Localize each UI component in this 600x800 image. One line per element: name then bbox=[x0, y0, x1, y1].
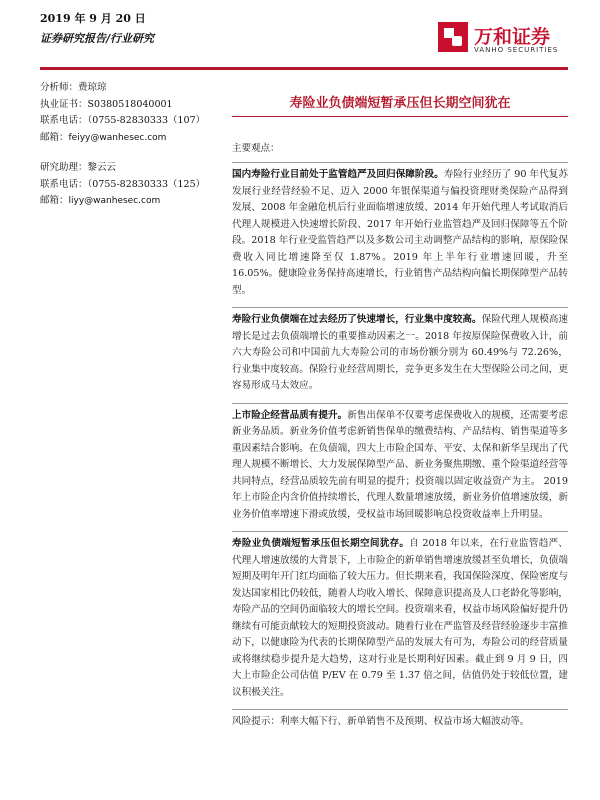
risk-warning: 风险提示：利率大幅下行、新单销售不及预期、权益市场大幅波动等。 bbox=[232, 716, 530, 727]
paragraph-2 bbox=[232, 312, 568, 395]
analyst-email-link[interactable]: feiyy@wanhesec.com bbox=[68, 132, 167, 143]
assistant-email-row bbox=[40, 193, 210, 210]
section-divider bbox=[232, 307, 568, 308]
analyst-phone-row bbox=[40, 113, 210, 130]
report-date: 2019 年 9 月 20 日 bbox=[40, 12, 146, 25]
assistant-name-row bbox=[40, 160, 210, 177]
logo-mark-icon bbox=[438, 22, 468, 52]
section-divider bbox=[232, 162, 568, 163]
company-logo bbox=[438, 22, 568, 68]
analyst-email-label: 邮箱： bbox=[40, 131, 69, 143]
analyst-phone: （0755-82830333（107） bbox=[87, 115, 206, 126]
logo-text-cn: 万和证券 bbox=[474, 26, 551, 48]
analyst-name: 费琼琼 bbox=[78, 82, 107, 93]
title-divider bbox=[232, 116, 568, 117]
logo-text-en: VANHO SECURITIES bbox=[474, 46, 559, 54]
assistant-email-label: 邮箱： bbox=[40, 195, 69, 206]
header-divider bbox=[40, 67, 568, 70]
report-type: 证券研究报告/行业研究 bbox=[40, 32, 155, 45]
analyst-email-row bbox=[40, 130, 210, 147]
main-content bbox=[232, 162, 568, 731]
paragraph-2-body: 保险代理人规模高速增长是过去负债端增长的重要推动因素之一。2018 年按原保险保费收入计，前六大寿险公司和中国前九大寿险公司的市场份额分别为 60.49%与 72.26%，行业集中度较高。保险行业经营周期长，竞争更多发生在大型保险公司之间，更容易形成马太效应。 bbox=[232, 314, 569, 391]
paragraph-1-body: 寿险行业经历了 90 年代复苏发展行业经营经验不足、迈入 2000 年银保渠道与偏投资理财类保险产品得到发展、2008 年金融危机后行业面临增速放缓、2014 年开始代理人考试取消后代理人规模进入快速增长阶段、2017 年开始行业监管趋严及回归保障等五个阶段。2018 年行业受监管趋严以及多数公司主动调整产品结构的影响，原保险保费收入同比增速降至仅 1.87%。2019 年上半年行业增速回暖，升至 16.05%。健康险业务保持高速增长，行业销售产品结构向偏长期保障型产品转型。 bbox=[232, 169, 569, 296]
paragraph-1-lead: 国内寿险行业目前处于监管趋严及回归保障阶段。 bbox=[232, 169, 444, 180]
assistant-info bbox=[40, 160, 210, 210]
analyst-license: S0380518040001 bbox=[87, 98, 173, 110]
analyst-name-label: 分析师： bbox=[40, 82, 79, 93]
assistant-phone-row bbox=[40, 177, 210, 194]
paragraph-4-body: 自 2018 年以来，在行业监管趋严、代理人增速放缓的大背景下，上市险企的新单销售增速放缓甚至负增长，负债端短期及明年开门红均面临了较大压力。但长期来看，我国保险深度、保险密度与发达国家相比仍较低，随着人均收入增长、保障意识提高及人口老龄化等影响，寿险产品的空间仍面临较大的增长空间。投资端来看，权益市场风险偏好提升仍继续有可能贡献较大的短期投资波动。随着行业在严监管及经营经验逐步丰富推动下，以健康险为代表的长期保障型产品的发展大有可为，寿险公司的经营质量或将继续稳步提升是大趋势，这对行业是长期利好因素。截止到 9 月 9 日，四大上市险企公司估值 P/EV 在 0.79 至 1.37 倍之间，估值仍处于较低位置，建议积极关注。 bbox=[232, 538, 569, 698]
key-points-label: 主要观点： bbox=[232, 143, 280, 154]
report-title: 寿险业负债端短暂承压但长期空间犹在 bbox=[289, 96, 511, 111]
assistant-name-label: 研究助理： bbox=[40, 162, 88, 173]
assistant-email-link[interactable]: liyy@wanhesec.com bbox=[68, 196, 161, 206]
assistant-phone-label: 联系电话： bbox=[40, 178, 88, 190]
paragraph-3-body: 新售出保单不仅要考虑保费收入的规模，还需要考虑新业务品质。新业务价值考虑新销售保单的缴费结构、产品结构、销售渠道等多重因素结合影响。在负债端，四大上市险企国寿、平安、太保和新华呈现出了代理人规模不断增长、大力发展保障型产品、新业务聚焦期缴、重个险渠道经营等共同特点，经营品质较先前有明显的提升；投资端以固定收益资产为主。 2019 年上市险企内含价值持续增长，代理人数量增速放缓，新业务价值增速放缓，新业务价值率增速下滑或放缓，受权益市场回暖影响总投资收益率上升明显。 bbox=[232, 409, 569, 520]
assistant-phone: （0755-82830333（125） bbox=[87, 178, 206, 190]
paragraph-3-lead: 上市险企经营品质有提升。 bbox=[232, 409, 348, 421]
analyst-license-label: 执业证书： bbox=[40, 98, 88, 110]
paragraph-2-lead: 寿险行业负债端在过去经历了快速增长，行业集中度较高。 bbox=[232, 314, 482, 325]
analyst-phone-label: 联系电话： bbox=[40, 115, 88, 126]
paragraph-4-lead: 寿险业负债端短暂承压但长期空间犹存。 bbox=[232, 538, 410, 549]
paragraph-4 bbox=[232, 536, 568, 701]
analyst-name-row bbox=[40, 80, 210, 97]
paragraph-3 bbox=[232, 408, 568, 524]
section-divider bbox=[232, 403, 568, 404]
paragraph-1 bbox=[232, 167, 568, 299]
section-divider bbox=[232, 709, 568, 710]
section-divider bbox=[232, 531, 568, 532]
analyst-info bbox=[40, 80, 210, 146]
assistant-name: 黎云云 bbox=[87, 162, 117, 173]
analyst-license-row bbox=[40, 97, 210, 114]
